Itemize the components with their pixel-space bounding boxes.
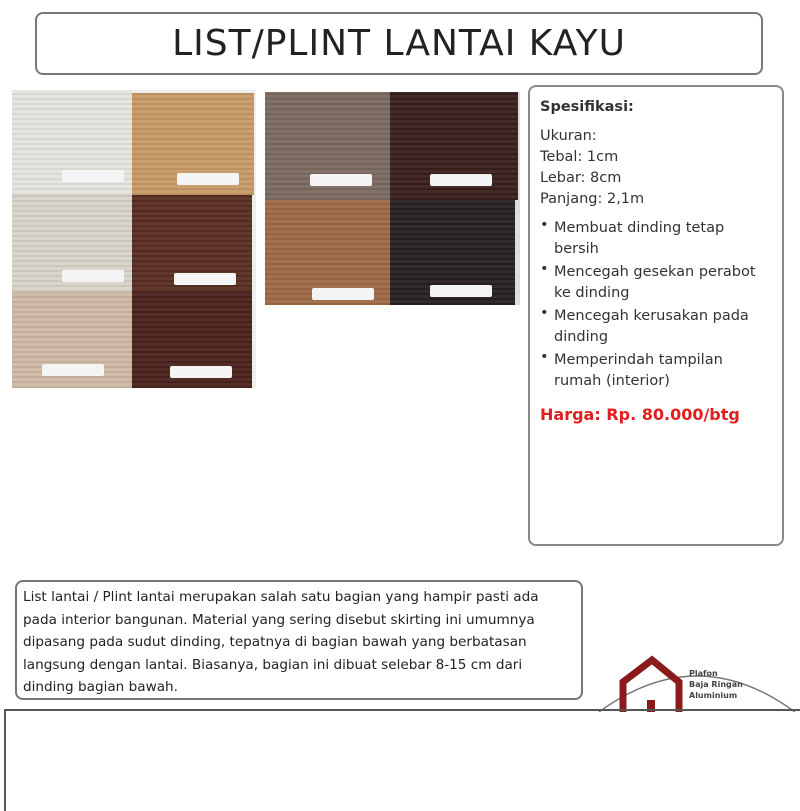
page-title: LIST/PLINT LANTAI KAYU: [35, 12, 763, 75]
sample-tile: [12, 292, 132, 388]
logo-line: Baja Ringan: [689, 680, 743, 689]
bottom-frame: [4, 709, 800, 811]
logo-line: Aluminium: [689, 691, 738, 700]
sample-tile: [265, 92, 390, 200]
spec-thickness: Tebal: 1cm: [540, 149, 619, 165]
logo-line: Plafon: [689, 669, 718, 678]
sample-photo-left: [12, 90, 256, 388]
sample-tile: [12, 195, 132, 292]
spec-width: Lebar: 8cm: [540, 170, 622, 186]
sample-tile: [390, 200, 515, 305]
description-box: List lantai / Plint lantai merupakan salah satu bagian yang hampir pasti ada pada interior bangunan. Material yang sering disebut skirting ini umumnya dipasang pada sudut dinding, tepatnya di bagian bawah yang berbatasan langsung dengan lantai. Biasanya, bagian ini dibuat selebar 8-15 cm dari dinding bagian bawah.: [15, 580, 583, 700]
benefit-item: • Mencegah kerusakan pada dinding: [540, 306, 772, 348]
sample-tile: [12, 90, 132, 195]
sample-tile: [132, 93, 254, 195]
benefit-item: • Memperindah tampilan rumah (interior): [540, 350, 772, 392]
sample-tile: [132, 195, 252, 292]
spec-length: Panjang: 2,1m: [540, 191, 645, 207]
price: Harga: Rp. 80.000/btg: [540, 405, 740, 424]
brand-logo: [597, 650, 800, 712]
benefit-list: [540, 218, 772, 392]
benefit-item: • Membuat dinding tetap bersih: [540, 218, 772, 260]
specification-box: [528, 85, 784, 546]
sample-photo-right: [265, 92, 520, 305]
spec-heading: Spesifikasi:: [540, 99, 634, 115]
spec-size-label: Ukuran:: [540, 128, 597, 144]
sample-tile: [390, 92, 518, 200]
benefit-item: • Mencegah gesekan perabot ke dinding: [540, 262, 772, 304]
sample-tile: [132, 292, 252, 388]
sample-tile: [265, 200, 390, 305]
